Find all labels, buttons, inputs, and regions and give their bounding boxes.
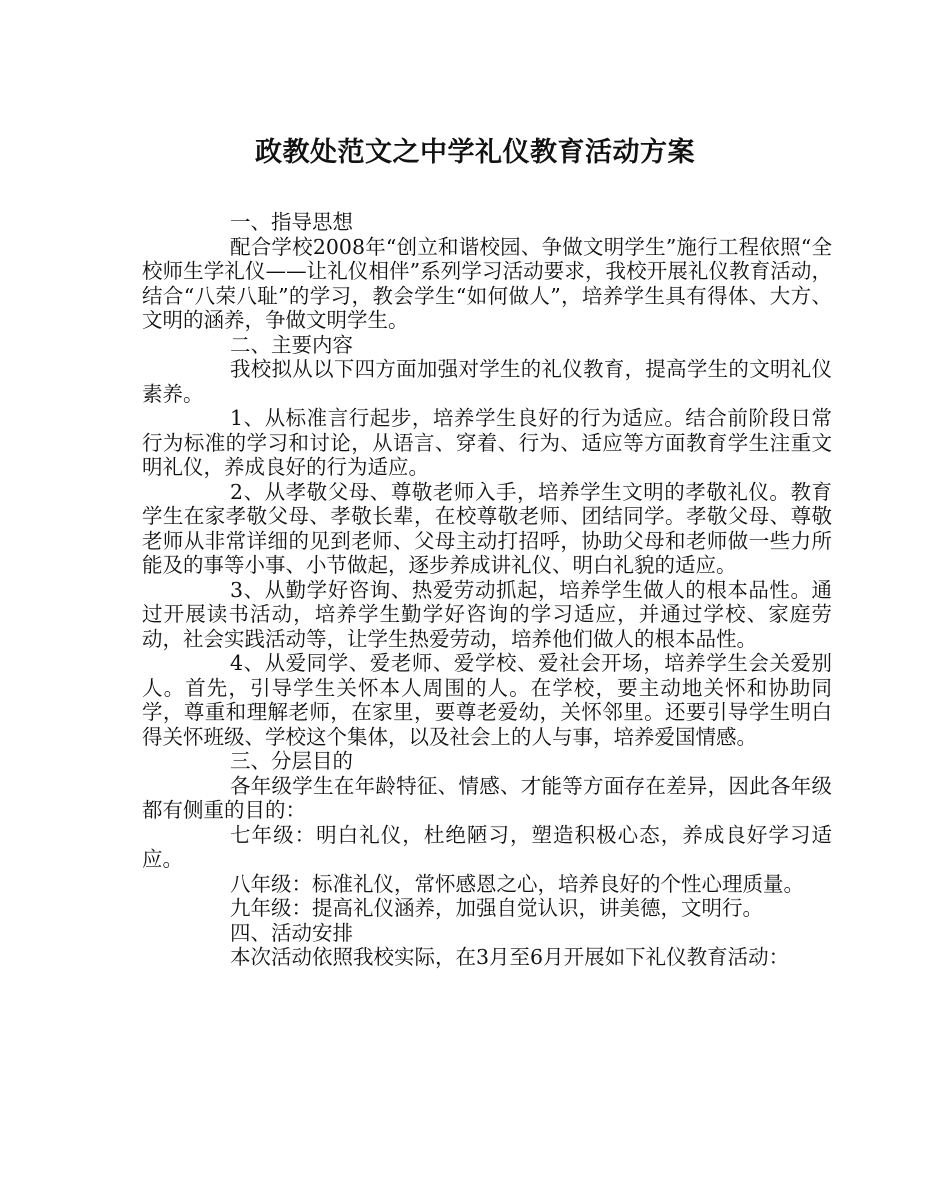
paragraph-grade-7: 七年级：明白礼仪，杜绝陋习，塑造积极心态，养成良好学习适应。 [142, 822, 832, 871]
paragraph-item-4: 4、从爱同学、爱老师、爱学校、爱社会开场，培养学生会关爱别人。首先，引导学生关怀本人周围的人。在学校，要主动地关怀和协助同学，尊重和理解老师，在家里，要尊老爱幼，关怀邻里。还要引导学生明白得关怀班级、学校这个集体，以及社会上的人与事，培养爱国情感。 [142, 651, 832, 749]
section-heading-guiding-thought: 一、指导思想 [230, 210, 353, 234]
paragraph-item-3: 3、从勤学好咨询、热爱劳动抓起，培养学生做人的根本品性。通过开展读书活动，培养学生勤学好咨询的学习适应，并通过学校、家庭劳动，社会实践活动等，让学生热爱劳动，培养他们做人的根本品性。 [142, 577, 832, 651]
paragraph-item-2: 2、从孝敬父母、尊敬老师入手，培养学生文明的孝敬礼仪。教育学生在家孝敬父母、孝敬长辈，在校尊敬老师、团结同学。孝敬父母、尊敬老师从非常详细的见到老师、父母主动打招呼，协助父母和老师做一些力所能及的事等小事、小节做起，逐步养成讲礼仪、明白礼貌的适应。 [142, 479, 832, 577]
section-heading-main-content: 二、主要内容 [230, 332, 353, 357]
paragraph-guiding-thought: 配合学校2008年“创立和谐校园、争做文明学生”施行工程依照“全校师生学礼仪——让礼仪相伴”系列学习活动要求，我校开展礼仪教育活动，结合“八荣八耻”的学习，教会学生“如何做人”，培养学生具有得体、大方、文明的涵养，争做文明学生。 [142, 234, 832, 332]
paragraph-grade-9: 九年级：提高礼仪涵养，加强自觉认识，讲美德，文明行。 [230, 896, 763, 920]
paragraph-item-1: 1、从标准言行起步，培养学生良好的行为适应。结合前阶段日常行为标准的学习和讨论，从语言、穿着、行为、适应等方面教育学生注重文明礼仪，养成良好的行为适应。 [142, 406, 832, 479]
paragraph-grade-8: 八年级：标准礼仪，常怀感恩之心，培养良好的个性心理质量。 [230, 871, 804, 896]
document-body [142, 210, 832, 970]
paragraph-layered-goals-intro: 各年级学生在年龄特征、情感、才能等方面存在差异，因此各年级都有侧重的目的： [142, 773, 832, 822]
paragraph-activity-arrangement: 本次活动依照我校实际，在3月至6月开展如下礼仪教育活动： [230, 945, 790, 969]
section-heading-activity-arrangement: 四、活动安排 [230, 920, 353, 945]
section-heading-layered-goals: 三、分层目的 [230, 749, 353, 773]
document-title: 政教处范文之中学礼仪教育活动方案 [255, 137, 695, 168]
paragraph-main-content-intro: 我校拟从以下四方面加强对学生的礼仪教育，提高学生的文明礼仪素养。 [142, 357, 832, 406]
